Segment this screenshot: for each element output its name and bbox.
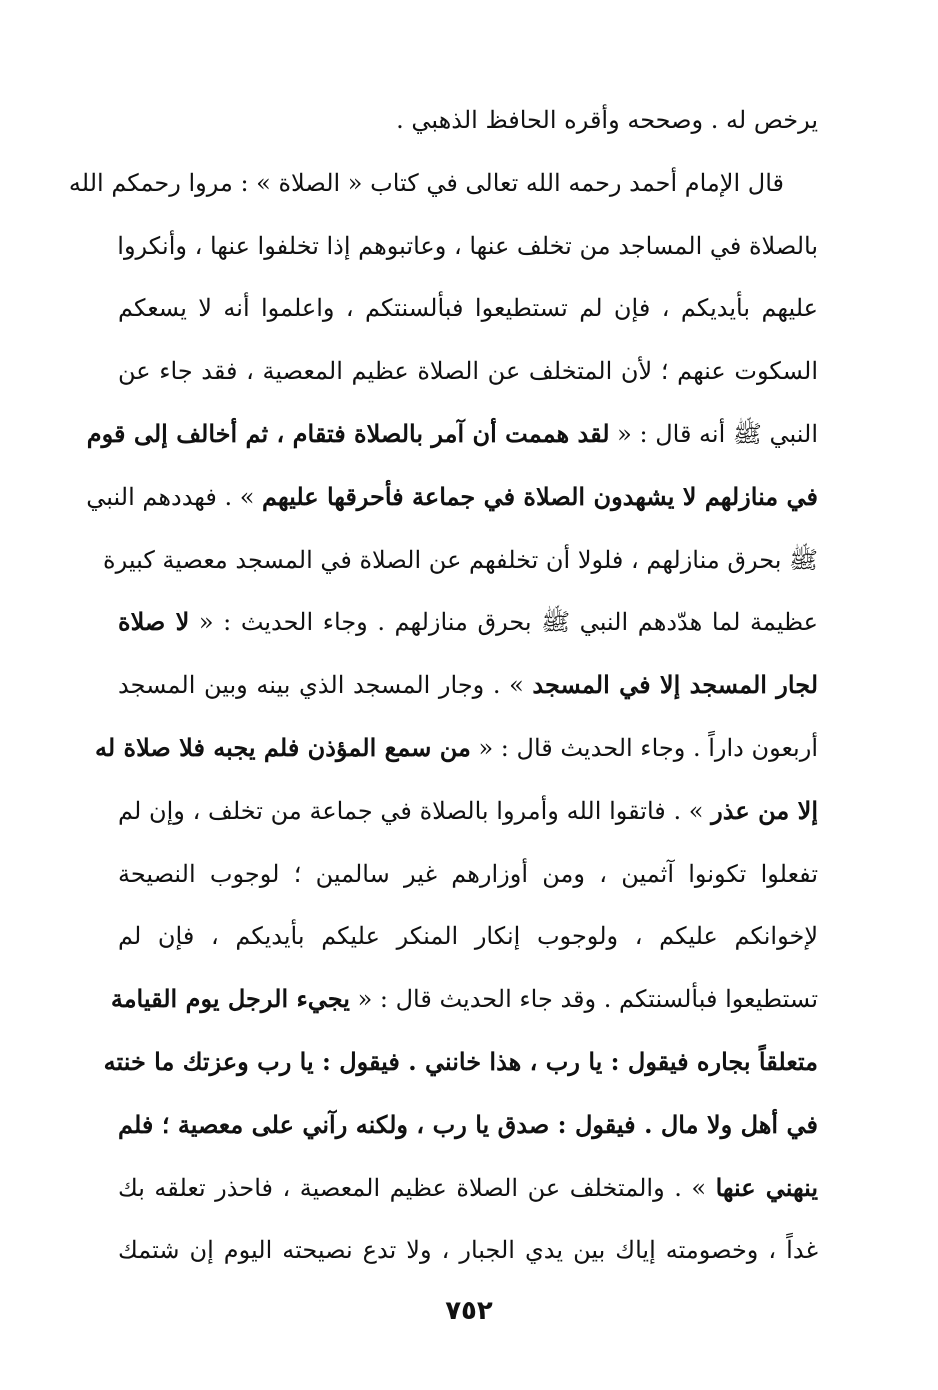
text-line: [94, 728, 818, 768]
hadith-text: في منازلهم لا يشهدون الصلاة في جماعة فأحرقها عليهم: [262, 481, 818, 511]
text-segment: قال الإمام أحمد رحمه الله تعالى في كتاب « الصلاة » : مروا رحمكم الله: [68, 168, 784, 197]
text-line: [110, 979, 818, 1019]
hadith-text: متعلقاً بجاره فيقول : يا رب ، هذا خانني . فيقول : يا رب وعزتك ما خنته: [103, 1047, 818, 1076]
hadith-text: إلا من عذر: [711, 795, 819, 825]
hadith-text: ينهني عنها: [715, 1172, 818, 1202]
text-line: [118, 226, 818, 266]
text-line: [118, 1105, 818, 1145]
text-segment: تفعلوا تكونوا آثمين ، ومن أوزارهم غير سالمين ؛ لوجوب النصيحة: [118, 859, 818, 888]
text-line: [118, 602, 818, 642]
hadith-text: يجيء الرجل يوم القيامة: [110, 984, 350, 1014]
text-segment: عليهم بأيديكم ، فإن لم تستطيعوا فبألسنتكم ، واعلموا أنه لا يسعكم: [118, 294, 818, 323]
text-line: [68, 163, 818, 203]
hadith-text: من سمع المؤذن فلم يجبه فلا صلاة له: [94, 733, 471, 762]
text-line: [118, 1168, 818, 1208]
page-number: ٧٥٢: [445, 1296, 493, 1326]
hadith-text: لقد هممت أن آمر بالصلاة فتقام ، ثم أخالف إلى قوم: [86, 419, 610, 448]
text-line: [103, 540, 818, 580]
text-segment: أربعون داراً . وجاء الحديث قال : «: [470, 734, 818, 762]
text-segment: تستطيعوا فبألسنتكم . وقد جاء الحديث قال : «: [349, 985, 818, 1014]
text-segment: » . وجار المسجد الذي بينه وبين المسجد: [118, 671, 533, 700]
text-line: [118, 854, 818, 894]
text-segment: » . فهددهم النبي: [86, 482, 263, 511]
text-segment: لإخوانكم عليكم ، ولوجوب إنكار المنكر عليكم بأيديكم ، فإن لم: [118, 922, 818, 951]
text-segment: » . والمتخلف عن الصلاة عظيم المعصية ، فاحذر تعلقه بك: [118, 1173, 716, 1202]
text-segment: » . فاتقوا الله وأمروا بالصلاة في جماعة من تخلف ، وإن لم: [118, 796, 712, 825]
text-line: [118, 1230, 818, 1270]
text-line: [86, 477, 818, 517]
text-segment: بالصلاة في المساجد من تخلف عنها ، وعاتبوهم إذا تخلفوا عنها ، وأنكروا: [117, 231, 818, 260]
text-line: [118, 288, 818, 328]
text-segment: النبي ﷺ أنه قال : «: [609, 420, 818, 448]
hadith-text: لجار المسجد إلا في المسجد: [532, 670, 818, 700]
text-line: [118, 351, 818, 391]
text-line: [118, 791, 818, 831]
text-segment: السكوت عنهم ؛ لأن المتخلف عن الصلاة عظيم المعصية ، فقد جاء عن: [118, 357, 818, 386]
text-segment: غداً ، وخصومته إياك بين يدي الجبار ، ولا تدع نصيحته اليوم إن شتمك: [118, 1236, 818, 1265]
hadith-text: لا صلاة: [118, 607, 190, 637]
text-line: [118, 916, 818, 956]
text-segment: ﷺ بحرق منازلهم ، فلولا أن تخلفهم عن الصلاة في المسجد معصية كبيرة: [103, 545, 818, 574]
text-line: [86, 414, 818, 454]
hadith-text: في أهل ولا مال . فيقول : صدق يا رب ، ولكنه رآني على معصية ؛ فلم: [118, 1109, 818, 1139]
text-line: يرخص له . وصححه وأقره الحافظ الذهبي .: [396, 106, 818, 134]
text-line: [103, 1042, 818, 1082]
text-line: [118, 665, 818, 705]
text-segment: عظيمة لما هدّدهم النبي ﷺ بحرق منازلهم . وجاء الحديث : «: [189, 608, 818, 637]
